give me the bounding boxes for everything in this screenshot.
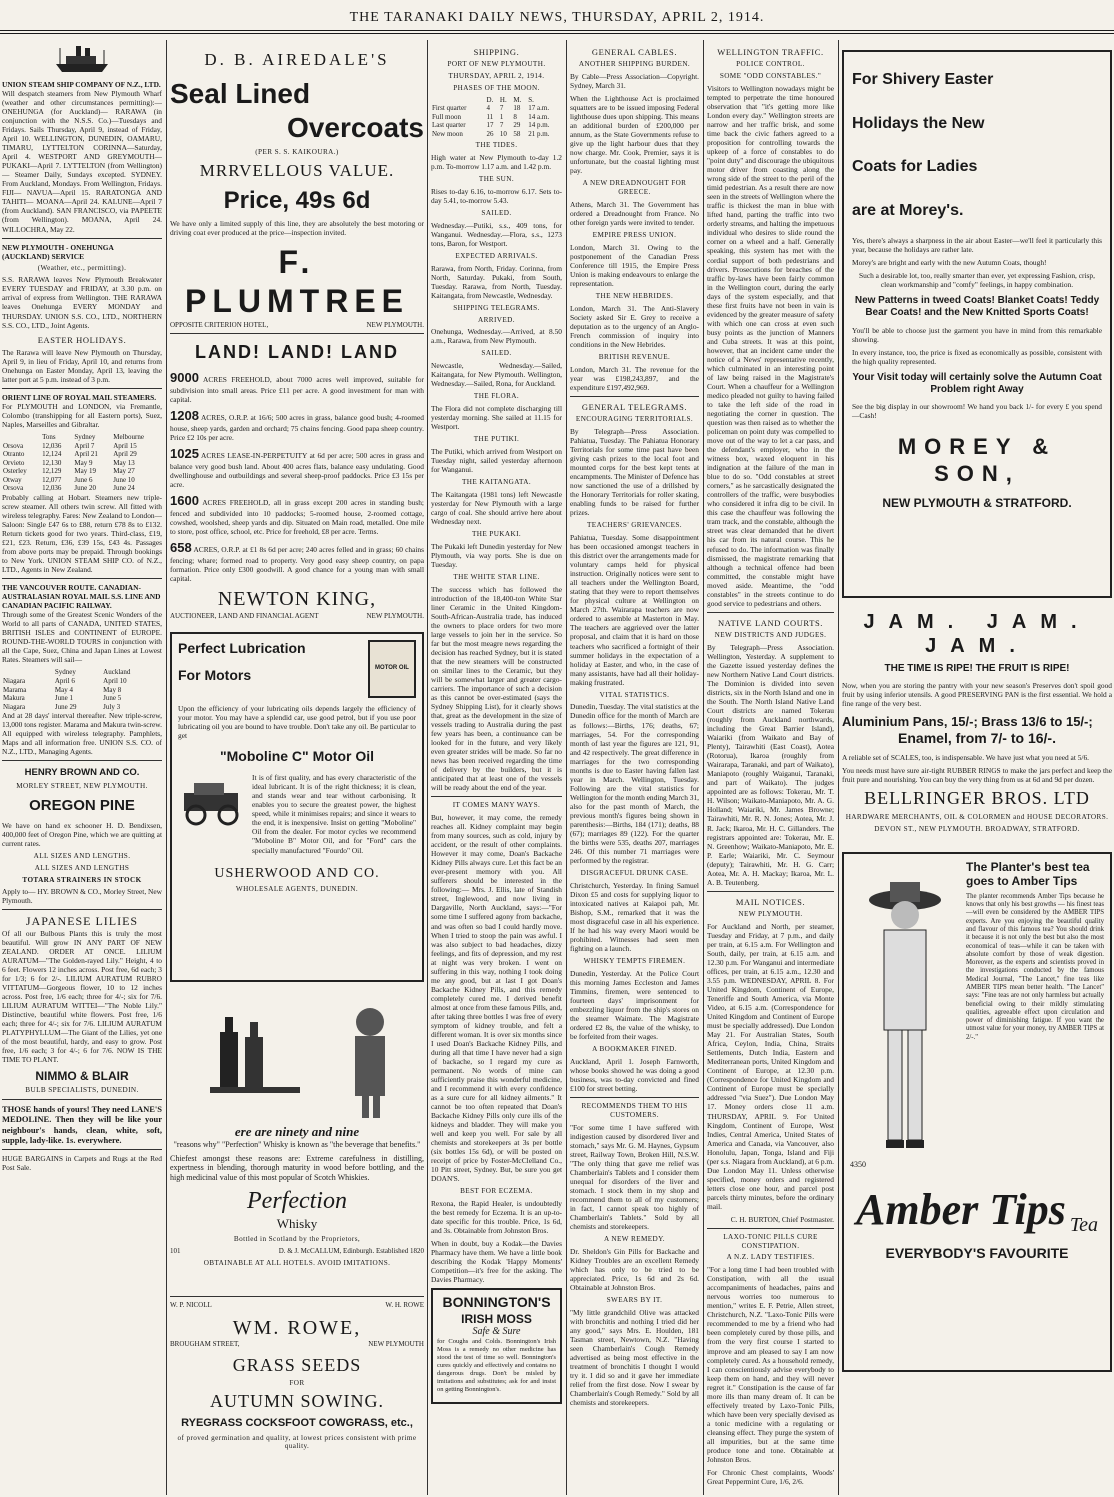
onehunga-sub: (Weather, etc., permitting). — [37, 263, 127, 272]
usherwood-sub: WHOLESALE AGENTS, DUNEDIN. — [235, 884, 359, 893]
divider — [2, 1099, 162, 1100]
huge-bargains: HUGE BARGAINS in Carpets and Rugs at the Red Post Sale. — [2, 1154, 162, 1173]
tides: High water at New Plymouth to-day 1.2 p.m. To-morrow 1.17 a.m. and 1.42 p.m. — [431, 153, 562, 172]
vancouver-title: THE VANCOUVER ROUTE. CANADIAN-AUSTRALASIAN ROYAL MAIL S.S. LINE AND CANADIAN PACIFIC RAILWAY. — [2, 583, 161, 611]
bookmaker-heading: A BOOKMAKER FINED. — [592, 1045, 677, 1054]
aluminium-pans: Aluminium Pans, 15/-; Brass 13/6 to 15/-; — [842, 714, 1093, 730]
sun-heading: THE SUN. — [478, 175, 515, 184]
orient-col: Melbourne — [113, 433, 144, 442]
pukaki: The Pukaki left Dunedin yesterday for New Plymouth, via way ports. She is due on Tuesday. — [431, 541, 562, 569]
oil-can-icon: MOTOR OIL — [368, 640, 416, 698]
bellringer-ad — [842, 610, 1112, 834]
scales: A reliable set of SCALES, too, is indispensable. We have just what you need at 5/6. — [842, 753, 1090, 762]
jam-text: Now, when you are storing the pantry with your new season's Preserves don't spoil good fruit by using inferior utensils. A good PRESERVING PAN is the first essential. We hold a fine range of the very best. — [842, 680, 1112, 709]
port-heading: PORT OF NEW PLYMOUTH. — [447, 60, 546, 69]
eczema: Rexona, the Rapid Healer, is undoubtedly the best remedy for Eczema. It is an up-to-date specific for this trouble. Price, 1s 6d, and 3s. Obtainable from Johnston Bros. — [431, 1199, 562, 1236]
vital-heading: VITAL STATISTICS. — [599, 690, 670, 699]
easter-text: The Rarawa will leave New Plymouth on Thursday, April 9, in lieu of Friday, April 10, and returns from Onehunga on Easter Monday, April 13, leaving the latter port at 5 p.m. instead of 3 p.m. — [2, 347, 162, 385]
telegrams-heading: GENERAL TELEGRAMS. — [581, 401, 688, 412]
marvellous-value: MRRVELLOUS VALUE. — [199, 160, 395, 180]
land-item: 1600 ACRES FREEHOLD, all in grass except 200 acres in standing bush; fenced and subdivided into 10 paddocks; 5-roomed house, 2-roomed cottage, cowshed, woolshed, sheep yards and dip. Situated on Main road, metalled. One mile to store, post office, school, etc. Price for freehold, £8 per acre. Terms. — [170, 493, 424, 537]
amber-tips-logo: Amber Tips — [856, 1185, 1066, 1235]
eczema-heading: BEST FOR ECZEMA. — [460, 1187, 533, 1196]
table-row: Full moon 11 1 8 14 a.m. — [432, 112, 550, 121]
land-item: 1025 ACRES LEASE-IN-PERPETUITY at 6d per acre; 500 acres in grass and balance very good bush land. About 400 acres flats, balance easy undulating. Good dwellinghouse and outbuildings and several sheep-proof paddocks. Price £3 15s per acre. — [170, 446, 424, 490]
divider — [431, 796, 562, 797]
table-row: Niagara June 29 July 3 — [3, 702, 121, 711]
native-heading: NATIVE LAND COURTS. — [717, 617, 824, 628]
usc-text: Will despatch steamers from New Plymouth Wharf (weather and other circumstances permitting):— ONEHUNGA (for Auckland)— RARAWA (in conjunction with the N.S.S. Co.)—Tuesdays and Fridays. Sails Thursday, April 9, instead of Friday, April 10. WELLINGTON, DUNEDIN, OAMARU, TIMARU, LYTTELTON CORINNA—Saturday, April 4. WESTPORT AND GREYMOUTH— PUKAKI—April 7. LYTTELTON (from Wellington)— Steamer Daily, Sundays excepted. SYDNEY. From Auckland, Mondays. From Wellington, Fridays. FIJI— NAVUA—April 15. RARATONGA AND TAHITI— MOANA—April 24. KALUNE—April 7 (from Auckland). SAN FRANCISCO, via PAPEETE (from Wellington). MOANA, April 24. WILLOCHRA, May 22. — [2, 89, 162, 234]
mail-heading: MAIL NOTICES. — [735, 896, 806, 907]
column-rule — [427, 40, 428, 1495]
seal-lined: Seal Lined — [170, 77, 311, 109]
kodak: When in doubt, buy a Kodak—the Davies Pharmacy have them. We have a little book describing the Kodak 'Happy Moments' Competition—it's free for the asking. The Davies Pharmacy. — [431, 1239, 562, 1285]
divider — [2, 909, 162, 910]
airedale-title: D. B. AIREDALE'S — [204, 50, 390, 69]
moboline-title: "Moboline C" Motor Oil — [219, 748, 375, 765]
lub-title-1: Perfect Lubrication — [178, 640, 306, 657]
table-row: Osterley 12,129 May 19 May 27 — [3, 467, 135, 476]
sailed: Wednesday.—Putiki, s.s., 409 tons, for Wanganui. Wednesday.—Flora, s.s., 1273 tons, Baron, for Westport. — [431, 220, 562, 248]
masthead-rule — [0, 30, 1114, 31]
recommends: "For some time I have suffered with indigestion caused by disordered liver and stomach," says Mr. G. M. Haynes, Gypsum street, Railway Town, Broken Hill, N.S.W. "The only thing that gave me relief was Chamberlain's Tablets and I consider them unequal for disorders of the liver and stomach. I stock them in my shop and recommend them to all of my customers; in fact, I cannot speak too highly of Chamberlain's Tablets." Sold by all chemists and storekeepers. — [570, 1122, 699, 1231]
vancouver-col: Auckland — [103, 668, 131, 677]
laxo-heading: LAXO-TONIC PILLS CURE CONSTIPATION. — [723, 1232, 818, 1250]
column-rule — [703, 40, 704, 1495]
onehunga-title: NEW PLYMOUTH - ONEHUNGA (AUCKLAND) SERVICE — [2, 242, 114, 261]
native-sub: NEW DISTRICTS AND JUDGES. — [714, 631, 827, 640]
putiki-heading: THE PUTIKI. — [473, 435, 520, 444]
orient-table — [2, 433, 162, 493]
enamel: Enamel, from 7/- to 16/-. — [898, 729, 1056, 746]
revenue: London, March 31. The revenue for the year was £198,243,897, and the expenditure £197,492,969. — [570, 364, 699, 392]
land-item: 1208 ACRES, O.R.P. at 16/6; 500 acres in grass, balance good bush; 4-roomed house, sheep yards, garden and orchard; 75 chains fencing. Good papa sheep country. Price £2 10s per acre. — [170, 408, 424, 443]
tea-label: Tea — [1069, 1213, 1098, 1236]
usherwood: USHERWOOD AND CO. — [214, 865, 380, 881]
table-row: Niagara April 6 April 10 — [3, 676, 127, 685]
drunk: Christchurch, Yesterday. In fining Samuel Dixon £5 and costs for supplying liquor to intoxicated natives at Kaiapoi pah, Mr. Bishop, S.M., remarked that it was the most disgraceful case in all his experience. If he had his way every Maori would be prohibited. Witnesses had seen men fighting on a launch. — [570, 880, 699, 953]
ryegrass-sub: of proved germination and quality, at lowest prices consistent with prime quality. — [177, 1433, 417, 1451]
table-row: Makura June 1 June 5 — [3, 694, 122, 703]
morey-place: NEW PLYMOUTH & STRATFORD. — [882, 495, 1072, 510]
land-title: LAND! LAND! LAND — [195, 342, 399, 363]
orient-title: ORIENT LINE OF ROYAL MAIL STEAMERS. — [2, 393, 157, 403]
for-label: FOR — [289, 1379, 305, 1388]
woods: For Chronic Chest complaints, Woods' Great Peppermint Cure, 1/6, 2/6. — [707, 1467, 834, 1486]
table-row: Orsova 12,036 June 20 June 24 — [3, 484, 135, 493]
oregon-text: We have on hand ex schooner H. D. Bendixsen, 400,000 feet of Oregon Pine, which we are quitting at current rates. — [2, 820, 162, 848]
table-row: Otranto 12,124 April 21 April 29 — [3, 450, 137, 459]
per-ss: (PER S. S. KAIKOURA.) — [255, 148, 339, 157]
flora-heading: THE FLORA. — [473, 392, 520, 401]
bellringer: BELLRINGER BROS. LTD — [864, 788, 1090, 809]
onehunga-text: S.S. RARAWA leaves New Plymouth Breakwater EVERY TUESDAY and FRIDAY, at 3.30 p.m. on arrival of express from Wellington. THE RARAWA leaves Onehunga EVERY MONDAY and THURSDAY. UNION S.S. CO., LTD., NORTHERN S.S. CO., LTD., Joint Agents. — [2, 275, 162, 330]
land-item: 658 ACRES, O.R.P. at £1 8s 6d per acre; 240 acres felled and in grass; 60 chains fencing; whare; formed road to property. Very good easy sheep country, on papa formation. Price only £300 goodwill. A good chance for a young man with small capital. — [170, 540, 424, 584]
sailed2: Newcastle, Wednesday.—Sailed, Kaitangata, for New Plymouth. Wellington, Wednesday.—Sailed, Rona, for Auckland. — [431, 361, 562, 389]
usc-title: UNION STEAM SHIP COMPANY OF N.Z., LTD. — [2, 80, 161, 89]
morey-line: are at Morey's. — [852, 201, 964, 219]
bonningtons: BONNINGTON'S — [442, 1294, 551, 1311]
mail: For Auckland and North, per steamer, Tuesday and Friday, at 7 p.m., and daily per train, at 6.15 a.m. For Wellington and South, daily, per train, at 6.15 a.m. and 12.30 p.m. For Wanganui and intermediate offices, per train, at 6.15 a.m., 12.30 and 3.55 p.m. WEDNESDAY, APRIL 8. For United Kingdom, Continent of Europe, Teneriffe and South America, via Monte Video, at 6.15 a.m. (Correspondence for United Kingdom and Continent of Europe must be specially addressed). Due London May 21. For Australian States, South Africa, Ceylon, India, China, Straits Settlements, Dutch India, Eastern and Mediterranean ports, United Kingdom and Continent of Europe, at 12.30 p.m. (Correspondence for United Kingdom and Continent of Europe must be specially addressed "via Suez"). Due London May 17. Money orders close 11 a.m. THURSDAY, APRIL 9. For United Kingdom, Continent of Europe, West Indies, Central America, United States of America and Canada, via Vancouver, also Honolulu, Japan, Tonga, Island and Fiji (per s.s. Niagara from Auckland), at 6 p.m. Due London May 11. Unless otherwise specified, money orders and registered letters close one hour, and parcel post parcels thirty minutes, before the ordinary mail. — [707, 921, 834, 1211]
arrived: Onehunga, Wednesday.—Arrived, at 8.50 a.m., Rarawa, from New Plymouth. — [431, 327, 562, 346]
orient-col: Sydney — [74, 433, 96, 442]
table-row: Otway 12,077 June 6 June 10 — [3, 475, 135, 484]
table-row: Orsova 12,036 April 7 April 15 — [3, 441, 137, 450]
vancouver-col — [2, 668, 54, 677]
column-display-ads — [170, 42, 424, 1492]
expected-heading: EXPECTED ARRIVALS. — [455, 251, 538, 260]
flora: The Flora did not complete discharging till yesterday morning. She sailed at 11.15 for Westport. — [431, 404, 562, 432]
moboline-ad — [170, 632, 424, 982]
whisky: Dunedin, Yesterday. At the Police Court this morning James Eccleston and James Timmins, firemen, were sentenced to fourteen days' imprisonment for embezzling liquor from the ship's stores on the steamer Waimate. The Magistrate ordered £2 8s, the value of the whisky, to be forfeited from their wages. — [570, 968, 699, 1042]
totara: TOTARA STRAINERS IN STOCK — [22, 875, 142, 884]
column-shipping-news — [431, 42, 562, 1492]
safe-sure: Safe & Sure — [472, 1326, 521, 1338]
jam: JAM. JAM. JAM. — [863, 611, 1091, 658]
laxo-sub: A N.Z. LADY TESTIFIES. — [726, 1253, 815, 1262]
telegrams-heading: SHIPPING TELEGRAMS. — [453, 303, 540, 312]
reasons-text: Chiefest amongst these reasons are: Extreme carefulness in distilling, expertness in blending, thorough maturity in wood before bottling, and the high medicinal value of this most popular of Scotch Whiskies. — [170, 1153, 424, 1183]
empire-heading: EMPIRE PRESS UNION. — [592, 231, 677, 240]
column-shipping-ads — [2, 42, 162, 1492]
divider — [707, 1228, 834, 1229]
column-rule — [838, 40, 839, 1495]
kaitangata: The Kaitangata (1981 tons) left Newcastle yesterday for New Plymouth with a large cargo of coal. She should arrive here about Wednesday next. — [431, 489, 562, 526]
nimmo-blair: NIMMO & BLAIR — [35, 1068, 129, 1083]
planter-figure-illustration — [850, 860, 960, 1160]
teachers-heading: TEACHERS' GRIEVANCES. — [586, 521, 683, 530]
planter-heading: The Planter's best tea goes to Amber Tips — [966, 859, 1090, 889]
amber-tips-ad — [842, 852, 1112, 1372]
perfection-script: Perfection — [247, 1187, 347, 1214]
laxo: "For a long time I had been troubled with Constipation, with all the usual accompaniments of headaches, pains and nervous worries too numerous to mention," writes E. F. Petrie, Allen street, Christchurch, N.Z. "Laxo-Tonic Pills were recommended to me by a friend who had been completely cured by those pills, and from the very first course I started to improve and am pleased to say I am now completely cured. As a household remedy, I can conscientiously advise everybody to keep them on hand, and they will never regret it." Constipation is the cause of far more ills than many dream of. It can be effectively treated by Laxo-Tonic Pills, which have been very specially devised as a tonic medicine with a regulating or cleansing effect. They purge the system of all impurities, but at the same time produce tone and tone. Obtainable at Johnston Bros. — [707, 1265, 834, 1464]
ryegrass: RYEGRASS COCKSFOOT COWGRASS, etc., — [181, 1417, 413, 1430]
divider — [2, 1149, 162, 1150]
phases-heading: PHASES OF THE MOON. — [453, 83, 540, 92]
vital: Dunedin, Tuesday. The vital statistics at the Dunedin office for the month of March are as follows:—Births, 176; deaths, 67; marriages, 54. For the corresponding month of last year the figures are 121, 91, and 42 respectively. The great difference in marriages for the two corresponding months is due to Easter having fallen last year in March. Wellington, Tuesday. Following are the vital statistics for Wellington for the month ending March 31, also for the past month of March, the previous month's figures being shown in parenthesis:—Births, 184 (171); deaths, 88 (67); marriages 89 (122). For the quarter the births were 535, deaths 207, marriages 246. Of this number 71 marriages were performed by the registrar. — [570, 702, 699, 865]
burden-heading: ANOTHER SHIPPING BURDEN. — [578, 60, 691, 69]
sailed-heading: SAILED. — [481, 209, 512, 218]
whisky-bottles-illustration — [170, 992, 420, 1122]
sun: Rises to-day 6.16, to-morrow 6.17. Sets to-day 5.41, to-morrow 5.43. — [431, 186, 562, 206]
empire: London, March 31. Owing to the postponement of the Canadian Press Conference till 1915, the Empire Press Union is making endeavours to enlarge the representation. — [570, 242, 699, 289]
divider — [2, 388, 162, 389]
odd-heading: SOME "ODD CONSTABLES." — [719, 72, 822, 81]
dread: Athens, March 31. The Government has ordered a Dreadnought from France. No other foreign yards were invited to tender. — [570, 200, 699, 228]
land-item: 9000 ACRES FREEHOLD, about 7000 acres well improved, suitable for subdivision into small areas. Price £11 per acre. A good investment for man with capital. — [170, 370, 424, 405]
date-line: THURSDAY, APRIL 2, 1914. — [448, 72, 545, 81]
native: By Telegraph—Press Association. Wellington, Yesterday. A supplement to the Gazette issued yesterday defines the new Northern Native Land Court districts. The Dominion is divided into seven districts, six in the North Island and one in the South. The North Island Native Land Court districts are named Tokerau (roughly from Auckland northwards, including the Great Barrier Island), Waiariki (from Waikato and Bay of Plenty), Tairawhiti (East Coast), Aotea (Rotorua), Ikaroa (roughly from Wairarapa, Taranaki, and part of Waikato), Maniapoto (roughly Waiganui, Taranaki, and part of Waikato). The judges appointed are as follows: Tokerau, Mr. T. H. Wilson; Waikato-Maniapoto, Mr. A. G. Holland; Waiariki, Mr. James Browne; Tairawhiti, Mr. R. N. Jones; Aotea, Mr. J. R. Jack; Ikaroa, Mr. H. C. Gillanders. The registrars appointed are: Tokerau, Mr. E. N. Greenhow; Waikato-Maniapoto, Mr. E. P. Earle; Waiariki, Mr. C. Seymour (deputy); Tairawhiti, Mr. H. G. Carr; Aotea, Mr. A. H. Mackay; Ikaroa, Mr. L. A. B. Teutenberg. — [707, 642, 834, 887]
drunk-heading: DISGRACEFUL DRUNK CASE. — [580, 869, 689, 877]
terr: By Telegraph—Press Association. Pahiatua, Tuesday. The Pahiatua Honorary Territorials for some time past have been giving cash prizes to the local foot and mounted corps for the best kept tents at encampments. The Minister of Defence has now sanctioned the use of a drillshed by the Honorary Territorials for roller skating, enabling funds to be raised for further prizes. — [570, 427, 699, 518]
bonningtons-ad — [431, 1288, 562, 1403]
orient-col: Tons — [42, 433, 56, 442]
morey-visit: Your Visit today will certainly solve the Autumn Coat Problem right Away — [852, 371, 1102, 395]
whitestar: The success which has followed the introduction of the 18,400-ton White Star liner Ceramic in the United Kingdom-South-African-Australia trade, has induced the owners to place orders for two more large vessels to join her in the service. So far but the most meagre news regarding the decision has reached Sydney, but it is stated that the new steamers will be constructed on similar lines to the Ceramic, but they will be somewhat larger and greater cargo-carriers. The importance of such a decision as this cannot be over-estimated (says the Sydney Shipping List), for it clearly shows that, great as the development in the size of vessels trading to Australia during the past few years has been, a continuance can be looked for in the future, and very likely even greater strides will be made. So far no news has been received regarding the time of delivery by the builders, but it is anticipated that at least one of the vessels will be ready about the end of the year. — [431, 584, 562, 793]
brown-title: HENRY BROWN AND CO. — [24, 767, 140, 779]
divider — [170, 333, 424, 334]
burton: C. H. BURTON, Chief Postmaster. — [730, 1214, 834, 1224]
favourite: EVERYBODY'S FAVOURITE — [885, 1245, 1069, 1262]
pukaki-heading: THE PUKAKI. — [471, 529, 522, 538]
arrived-heading: ARRIVED. — [478, 315, 515, 324]
dread-heading: A NEW DREADNOUGHT FOR GREECE. — [582, 179, 687, 197]
shipping-heading: SHIPPING. — [473, 47, 520, 57]
rubber-rings: You needs must have sure air-tight RUBBER RINGS to make the jars perfect and keep the fruit pure and nourishing. You can buy the very thing from us at 6d and 9d per dozen. — [842, 766, 1112, 785]
ninety-and-nine: ere are ninety and nine — [234, 1124, 360, 1140]
whitestar-heading: THE WHITE STAR LINE. — [453, 572, 540, 581]
vancouver-col: Sydney — [54, 668, 76, 677]
traffic: Visitors to Wellington nowadays might be tempted to perpetrate the time honoured observation that "it's getting more like London every day." Wellington streets are narrow and her traffic brisk, and some time back the civic fathers agreed to a proposition for controlling towards the upkeep of a force of constables to do "point duty" and discourage the ubiquitous motor driver from coasting along the wrong side of the street to the peril of the timid pedestrian. As a result there are now seen in the streets of Wellington where the traffic is thickest the man in blue with lifted hand, parting the traffic into two orderly streams, and halting the impetuous individual who desires to slide round the corner on a wheel and a half. Generally speaking, this system has met with the cordial support of both pedestrians and drivers. Prosecutions for breaches of the traffic by-laws have been fairly common in the Wellington court, during the early days of the system especially, and that these first fruits have not been in vain is evidenced by the greater measure of safety with which one can cross at even such busy points as the junction of Manners and Cuba streets. It was at this point, however, that an incident came under the notice of a News' representative recently, which culminated in an interesting point of law being raised in the Magistrate's Court. When a chauffeur for a Wellington medico pleaded not guilty to having failed to take the left side of the road in negotiating the corner in question. The question was then raised as to whether the policeman on point duty was compelled to move out of the way to let a car pass, and the defendant's employer, who in the witness box, waxed eloquent in his indignation at the failure of the man in blue to do so. "Odd constables at street corners," as he sarcastically designated the controllers of the traffic, were busybodies who considered it infra dig to be civil. In this case the chauffeur was following the tram track, and the constable, although the street was clear demanded that he divert his car from its natural course. This he refused to do. The information was finally dismissed, the magistrate remarking that although a technical offence had been committed, the constable might have moved aside. Meantime, the "odd constables" in the streets continue to do good service to pedestrians and others. — [707, 83, 834, 608]
morey-text-6: See the big display in our showroom! We hand you back 1/- for every £ you spend—Cash! — [852, 402, 1102, 421]
divider — [2, 578, 162, 579]
vancouver-table — [2, 668, 162, 711]
grass-seeds: GRASS SEEDS — [232, 1354, 362, 1375]
divider — [707, 612, 834, 613]
morey-text-2: Morey's are bright and early with the new Autumn Coats, though! — [852, 258, 1047, 268]
remedy: Dr. Sheldon's Gin Pills for Backache and Kidney Troubles are an excellent Remedy which has only to be tried to be appreciated. Price, 1s 6d and 2s 6d. Obtainable at Johnston Bros. — [570, 1246, 699, 1292]
burden-byline: By Cable—Press Association—Copyright. Sydney, March 31. — [570, 72, 699, 91]
morey-text-1: Yes, there's always a sharpness in the air about Easter—we'll feel it particularly this year, because the holidays are rather late. — [852, 236, 1102, 255]
nimmo-sub: BULB SPECIALISTS, DUNEDIN. — [25, 1086, 139, 1095]
table-row: Last quarter 17 7 29 14 p.m. — [432, 121, 550, 130]
expected: Rarawa, from North, Friday. Corinna, from North, Saturday. Pukaki, from South, Tuesday. Rarawa, from North, Tuesday. Kaitangata, from Newcastle, Wednesday. — [431, 263, 562, 300]
comes: But, however, it may come, the remedy reaches all. Kidney complaint may begin from many sources, such as cold, injury by accident, or the result of other complaints. However it may come, Doan's Backache Kidney Pills always cure. Let this fact be an ever-present memory with you. All sufferers should be interested in the following:— Mrs. J. Ellis, late of Standish street, Inglewood, and now living in Dargaville, North Auckland, says:—"For some time I suffered agony from backache, and was often so bad I could hardly move. When I tried to stoop the pain was awful. I was also subject to bad headaches, dizzy feelings, and fits of depression, and my rest at night was very broken. I went on suffering in this way, nothing I took doing me any good, but at last I got Doan's Backache Kidney Pills, and this remedy completely cured me. I derived benefit almost at once from these famous Pills, and, after taking three bottles I was free of every symptom of kidney trouble, and felt a different woman. It is over six months since I used Doan's Backache Kidney Pills, and during all that time I have never had a sign of backache, so I regard my cure as permanent. No words of mine can sufficiently praise this wonderful medicine, and I recommend it with every confidence as a sure cure for all kidney ailments." It cannot be too often repeated that Doan's Backache Kidney Pills only cure ills of the kidneys and bladder. They will make you well and keep you well. For sale by all chemists and storekeepers at 3s per bottle (six bottles 15s 6d), or will be posted on receipt of price by Foster-McClelland Co., 10 Pitt street, Sydney. But, be sure you get DOAN'S. — [431, 813, 562, 1184]
mccallum-line: 101 D. & J. McCALLUM, Edinburgh. Established 1820 — [170, 1246, 424, 1255]
morey-text-3: Such a desirable lot, too, really smarter than ever, yet expressing Fashion, crisp, clean workmanship and "comfy" feelings, in happy combination. — [859, 271, 1095, 290]
terr-heading: ENCOURAGING TERRITORIALS. — [575, 415, 694, 424]
lanes-medoline: THOSE hands of yours! They need LANE'S MEDOLINE. Then they will be like your neighbour's hands, clean, white, soft, supple, lady-like. 1s. everywhere. — [2, 1103, 162, 1145]
motor-car-icon — [178, 773, 248, 833]
mail-sub: NEW PLYMOUTH. — [738, 910, 803, 919]
lilies-text: Of all our Bulbous Plants this is truly the most beautiful. Will grow IN ANY PART OF NEW ZEALAND. ORDER AT ONCE. LILIUM AURATUM—"The Golden-rayed Lily." Height, 4 to 6 feet. Flowers 12 inches across. Post free, 6d each; 3 for 1/3; 6 for 2/-. LILIUM AURATUM RUBRO VITTATUM—Gorgeous flower, 10 to 12 inches across. Post free, 1/6 each; three for 4/-; six for 7/6. LILIUM AURATUM WITTEI—"The Noble Lily." Distinctive, beautiful white flowers. Post free, 1/6 each; three for 4/-; six for 7/6. LILIUM AURATUM PLATYPHYLLUM—The Giant of the Lilies, yet one of the most beautiful, hardy, and easy to grow. Post free, 1/6 each; 3 for 4/-; 6 for 7/6. NOW IS THE TIME TO PLANT. — [2, 929, 162, 1065]
column-general-cables — [570, 42, 699, 1492]
remedy-heading: A NEW REMEDY. — [603, 1234, 666, 1243]
sizes-1: ALL SIZES AND LENGTHS. — [33, 852, 131, 861]
table-row: Marama May 4 May 8 — [3, 685, 122, 694]
sizes-2: ALL SIZES AND LENGTHS — [34, 863, 130, 872]
divider — [570, 396, 699, 397]
plumtree-address: OPPOSITE CRITERION HOTEL, NEW PLYMOUTH. — [170, 320, 424, 329]
hebrides: London, March 31. The Anti-Slavery Society asked Sir E. Grey to receive a deputation as to the urgency of an Anglo-French commission of inquiry into conditions in the New Hebrides. — [570, 303, 699, 349]
divider — [2, 238, 162, 239]
newton-address: AUCTIONEER, LAND AND FINANCIAL AGENT NEW PLYMOUTH. — [170, 611, 424, 620]
divider — [2, 760, 162, 761]
divider — [707, 891, 834, 892]
whisky-heading: WHISKY TEMPTS FIREMEN. — [583, 957, 686, 966]
perfection-ad — [170, 992, 424, 1292]
table-row: New moon 26 10 58 21 p.m. — [432, 129, 550, 138]
column-retail-ads — [842, 42, 1112, 1492]
cables-heading: GENERAL CABLES. — [591, 47, 678, 57]
ad-number: 4350 — [850, 1159, 866, 1169]
kaitangata-heading: THE KAITANGATA. — [461, 478, 532, 487]
moon-table: D. H. M. S. First quarter 4 7 18 17 a.m. Full moon 11 1 8 14 a.m. Last quarter 17 7 29 14 p.m. New moon 26 10 58 21 p.m. — [431, 96, 562, 139]
traffic-heading: WELLINGTON TRAFFIC. — [717, 47, 824, 57]
orient-text: For PLYMOUTH and LONDON, via Fremantle, Colombo (transhipping for all Eastern ports), Suez, Naples, Marseilles and Gibraltar. — [2, 402, 162, 430]
rowe-address: BROUGHAM STREET, NEW PLYMOUTH — [170, 1339, 424, 1348]
teachers: Pahiatua, Tuesday. Some disappointment has been occasioned amongst teachers in this district over the arrangements made for voluntary camps held for physical instruction. Originally notices were sent to all teachers under the Wellington Board, stating that they were to report themselves for physical culture at Wellington on March 27th. Wairarapa teachers are now ordered to assemble at Masterton in May. The teachers are aggrieved over the latter proposal, and claim that it is hard on those teachers who sacrificed a fortnight of their summer holidays in the expectation of a holiday at Easter, and who, in the case of many assistants, have had all their holiday-making frustrated. — [570, 533, 699, 687]
tides-heading: THE TIDES. — [475, 141, 518, 150]
burden: When the Lighthouse Act is proclaimed squatters are to be issued imposing Federal lighthouse dues upon shipping. This means an additional burden of £200,000 per annum, as the State Governments refuse to give up the light harbour dues that they now charge. Mr. Cook, Premier, says it is unfortunate, but the coastal lighting must pay. — [570, 94, 699, 176]
recommends-heading: RECOMMENDS THEM TO HIS CUSTOMERS. — [581, 1101, 688, 1119]
coat-text: We have only a limited supply of this line, they are absolutely the best motoring or driving coat ever produced at the price—inspection invited. — [170, 218, 424, 237]
totara-apply: Apply to— HY. BROWN & CO., Morley Street, New Plymouth. — [2, 887, 162, 906]
wm-rowe: WM. ROWE, — [232, 1316, 362, 1339]
whisky-label: Whisky — [276, 1216, 318, 1232]
oregon-pine: OREGON PINE — [29, 796, 135, 814]
morey-line: Holidays the New — [852, 114, 985, 132]
morey-line: Coats for Ladies — [852, 158, 978, 176]
bellringer-sub-2: DEVON ST., NEW PLYMOUTH. BROADWAY, STRATFORD. — [874, 824, 1080, 833]
lub-text: Upon the efficiency of your lubricating oils depends largely the efficiency of your motor. You may have a splendid car, use good petrol, but if you use poor lubricating oil you are bound to have trouble. Don't take any oil. Be particular to get — [178, 704, 416, 741]
swears-heading: SWEARS BY IT. — [606, 1295, 663, 1304]
police-heading: POLICE CONTROL. — [736, 60, 805, 69]
swears: "My little grandchild Olive was attacked with bronchitis and nothing I tried did her any good," says Mrs. E. Houlden, 181 Tasman street, Newtown, N.Z. "Having seen Chamberlain's Cough Remedy advertised as being most effective in the treatment of bronchitis I thought I would try it. I did so and it gave her immediate relief from the first dose. Now I swear by Chamberlain's Cough Remedy." Sold by all chemists and storekeepers. — [570, 1307, 699, 1407]
masthead: THE TARANAKI DAILY NEWS, THURSDAY, APRIL 2, 1914. — [349, 10, 765, 25]
column-wellington-traffic — [707, 42, 834, 1492]
obtainable: OBTAINABLE AT ALL HOTELS. AVOID IMITATIONS. — [203, 1259, 391, 1268]
vancouver-text: Through some of the Greatest Scenic Wonders of the World to all parts of CANADA, UNITED STATES, BRITISH ISLES and CONTINENT of EUROPE. ROUND-THE-WORLD TOURS in conjunction with all the Cape, Suez, China and Japan Lines at Lowest Rates. Steamers will sail— — [2, 610, 162, 665]
plumtree: F. PLUMTREE — [185, 243, 409, 319]
putiki: The Putiki, which arrived from Westport on Tuesday night, sailed yesterday afternoon for Wanganui. — [431, 446, 562, 475]
revenue-heading: BRITISH REVENUE. — [598, 353, 671, 362]
ripe: THE TIME IS RIPE! THE FRUIT IS RIPE! — [884, 662, 1070, 674]
column-rule — [566, 40, 567, 1495]
newton-king: NEWTON KING, — [217, 588, 377, 611]
orient-col — [2, 433, 41, 442]
hebrides-heading: THE NEW HEBRIDES. — [595, 292, 674, 301]
orient-foot: Probably calling at Hobart. Steamers new triple-screw steamer. All others twin screw. All fitted with wireless telegraphy. Fares: New Zealand to London—Saloon: Single £47 6s to £88, return £78 8s to £132. Return tickets good for two years. Third-class, £19, £21, £23. Return, £36, £39 15s, £43 4s. Passages from above ports may be prepaid. Through bookings to New York. UNION STEAM SHIP CO. of N.Z., LTD., Agents in New Zealand. — [2, 492, 162, 575]
divider — [170, 1296, 424, 1297]
moboline-text: It is of first quality, and has every characteristic of the ideal lubricant. It is of the right thickness; it is clean, and stands wear and tear without carbonising. It enables you to secure the greatest power, the highest speed, while it minimises repairs; and since it wears to the end, it is inexpensive. Insist on getting "Moboline" Oil from the dealer. For motor cycles we recommend "Moboline B" Motor Oil, and for "Ford" cars the specially manufactured "Fourdo" Oil. — [252, 773, 416, 855]
morey-text-5: In every instance, too, the price is fixed as economically as possible, consistent with the high quality represented. — [852, 347, 1102, 366]
morey-line: For Shivery Easter — [852, 71, 994, 88]
coat-price: Price, 49s 6d — [223, 186, 371, 214]
autumn-sowing: AUTUMN SOWING. — [210, 1391, 384, 1412]
morey-ad — [842, 50, 1112, 598]
planter-text: The planter recommends Amber Tips because he knows that only his best growths — his finest teas—will even be considered by the AMBER TIPS experts. Are you enjoying the beautiful quality and flavour of this famous tea? You should drink it because it is not only the best but also the most economical of teas—while it can be taken with absolute comfort by those of weak digestion. Moreover, as the experts and scientists proved in the investigations conducted by the famous Medical Journal, "The Lancet," fine teas like AMBER TIPS mean better health. "The Lancet" says: "Fine teas are not only harmless but actually beneficial owing to their mildly stimulating qualities, agreeable effect upon circulation and power of diminishing fatigue. If you want the utmost value for your money, try AMBER TIPS at 2/-." — [966, 892, 1104, 1041]
column-rule — [166, 40, 167, 1495]
brown-address: MORLEY STREET, NEW PLYMOUTH. — [16, 781, 148, 790]
rowe-signatures: W. P. NICOLL W. H. ROWE — [170, 1301, 424, 1310]
masthead-rule-2 — [0, 33, 1114, 34]
vancouver-foot: And at 28 days' interval thereafter. New triple-screw, 13,000 tons register. Marama and Makura twin-screw. All equipped with wireless telegraphy. Pamphlets, Maps and all information free. UNION S.S. CO. of N.Z., LTD., Managing Agents. — [2, 711, 162, 757]
morey-new: New Patterns in tweed Coats! Blanket Coats! Teddy Bear Coats! and the New Knitted Sports Coats! — [854, 295, 1100, 319]
bookmaker: Auckland, April 1. Joseph Farnworth, whose books showed he was doing a good business, was to-day convicted and fined £100 for street betting. — [570, 1056, 699, 1093]
morey-text-4: You'll be able to choose just the garment you have in mind from this remarkable showing. — [852, 325, 1102, 344]
bottled: Bottled in Scotland by the Proprietors, — [233, 1235, 361, 1244]
comes-heading: IT COMES MANY WAYS. — [452, 801, 541, 810]
bellringer-sub-1: HARDWARE MERCHANTS, OIL & COLORMEN and HOUSE DECORATORS. — [845, 813, 1109, 822]
overcoats: Overcoats — [287, 111, 424, 143]
lub-title-2: For Motors — [178, 667, 252, 684]
steamship-icon — [52, 42, 112, 74]
irish-moss: IRISH MOSS — [461, 1311, 532, 1326]
morey-son: MOREY & SON, — [897, 434, 1057, 486]
lilies-title: JAPANESE LILIES — [25, 914, 139, 929]
table-row: Orvieto 12,130 May 9 May 13 — [3, 458, 135, 467]
divider — [570, 1097, 699, 1098]
easter-title: EASTER HOLIDAYS. — [37, 334, 127, 345]
sailed2-heading: SAILED. — [481, 349, 512, 358]
table-row: First quarter 4 7 18 17 a.m. — [432, 104, 550, 113]
moss-text: for Coughs and Colds. Bonnington's Irish Moss is a remedy no other medicine has stood the test of time so well. Bonnington's cures quickly and effectively and contains no dangerous drugs. Don't be misled by imitations and substitutes; ask for and insist on getting Bonnington's. — [437, 1338, 556, 1393]
reasons-why: "reasons why" "Perfection" Whisky is known as "the beverage that benefits." — [173, 1139, 421, 1149]
